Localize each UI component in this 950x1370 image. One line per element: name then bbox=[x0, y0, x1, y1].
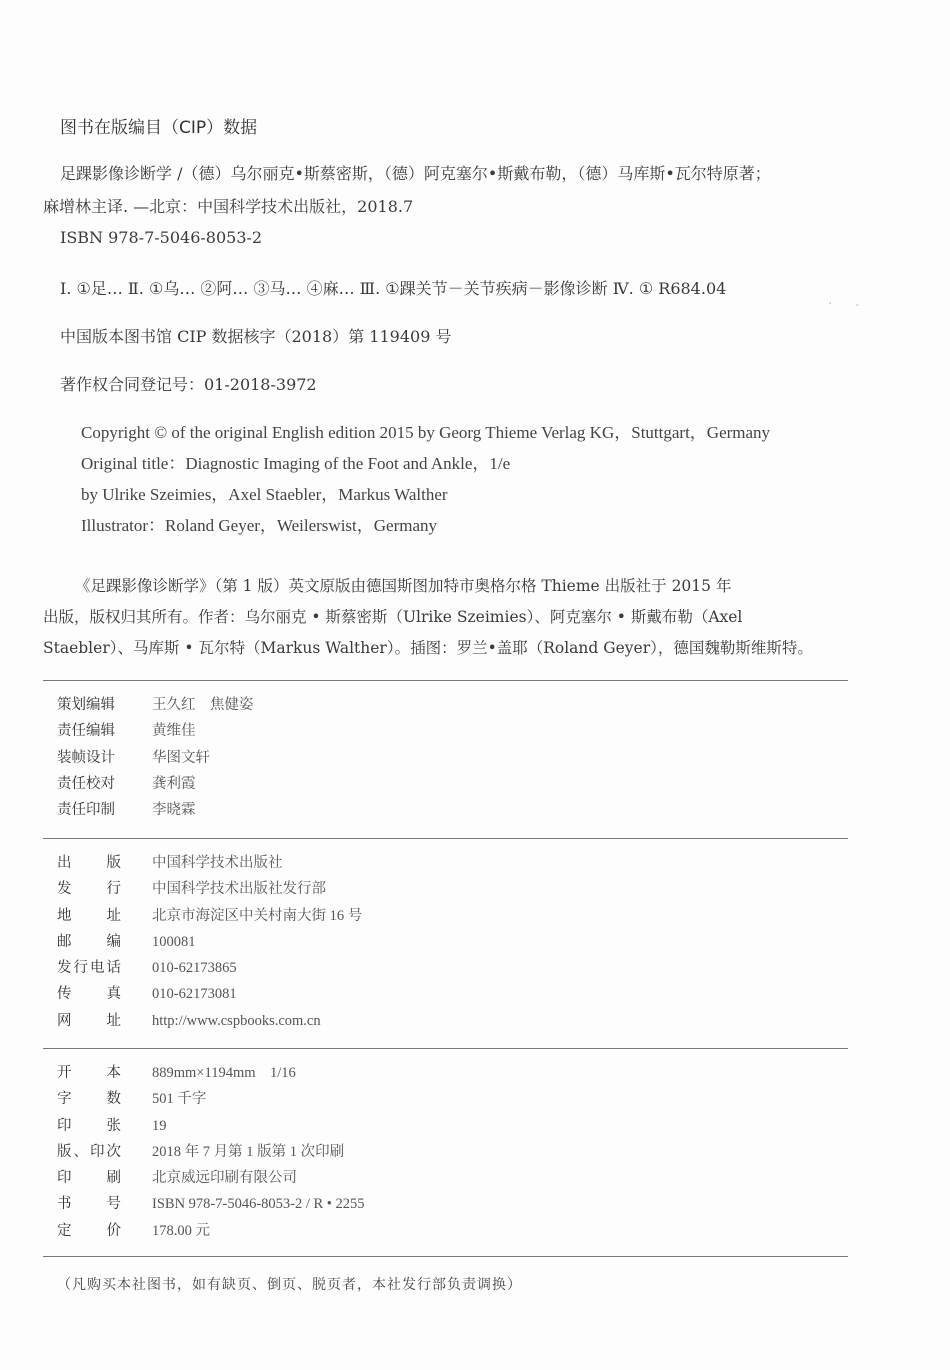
row-label: 印张 bbox=[57, 1117, 121, 1134]
row-label: 字数 bbox=[57, 1091, 121, 1108]
cip-title: 图书在版编目（CIP）数据 bbox=[60, 118, 258, 138]
statement-line-1: 《足踝影像诊断学》（第 1 版）英文原版由德国斯图加特市奥格尔格 Thieme 出版社于 2015 年 bbox=[75, 577, 732, 595]
row-label: 装帧设计 bbox=[57, 749, 115, 766]
row-value: 黄维佳 bbox=[152, 723, 196, 740]
row-value: 华图文轩 bbox=[152, 749, 210, 766]
publisher-table bbox=[57, 853, 757, 1037]
table-row bbox=[57, 1063, 757, 1089]
row-label: 书号 bbox=[57, 1196, 121, 1213]
row-value: 龚利霞 bbox=[152, 775, 196, 792]
table-row bbox=[57, 774, 757, 800]
statement-line-3: Staebler）、马库斯 • 瓦尔特（Markus Walther）。插图：罗兰•盖耶（Roland Geyer），德国魏勒斯维斯特。 bbox=[43, 639, 813, 657]
row-label: 责任编辑 bbox=[57, 723, 115, 740]
row-value: 北京市海淀区中关村南大街 16 号 bbox=[152, 907, 363, 924]
row-label: 开本 bbox=[57, 1065, 121, 1081]
row-label: 发行电话 bbox=[57, 960, 121, 977]
editors-table bbox=[57, 695, 757, 826]
table-row bbox=[57, 1168, 757, 1194]
scan-speck: · bbox=[855, 298, 860, 314]
row-value: 010-62173081 bbox=[152, 986, 237, 1003]
divider bbox=[43, 1256, 848, 1257]
row-label: 版、印次 bbox=[57, 1143, 121, 1160]
table-row bbox=[57, 1011, 757, 1037]
copyright-en-line-3: by Ulrike Szeimies，Axel Staebler，Markus Walther bbox=[81, 485, 448, 504]
table-row bbox=[57, 853, 757, 879]
row-value: 100081 bbox=[152, 933, 196, 950]
row-value: 中国科学技术出版社发行部 bbox=[152, 881, 326, 898]
row-label: 邮编 bbox=[57, 933, 121, 950]
copyright-en-line-1: Copyright © of the original English edition 2015 by Georg Thieme Verlag KG，Stuttgart，Germany bbox=[81, 423, 771, 442]
cip-number: 中国版本图书馆 CIP 数据核字（2018）第 119409 号 bbox=[60, 327, 452, 346]
copyright-registration: 著作权合同登记号：01-2018-3972 bbox=[60, 375, 317, 394]
table-row bbox=[57, 932, 757, 958]
table-row bbox=[57, 721, 757, 747]
table-row bbox=[57, 958, 757, 984]
row-value: 2018 年 7 月第 1 版第 1 次印刷 bbox=[152, 1143, 345, 1160]
row-label: 网址 bbox=[57, 1012, 121, 1029]
specs-table bbox=[57, 1063, 757, 1247]
row-label: 策划编辑 bbox=[57, 697, 115, 713]
row-value: 178.00 元 bbox=[152, 1222, 210, 1239]
divider bbox=[43, 838, 848, 839]
statement-line-2: 出版，版权归其所有。作者：乌尔丽克 • 斯蔡密斯（Ulrike Szeimies）、阿克塞尔 • 斯戴布勒（Axel bbox=[43, 608, 743, 626]
copyright-en-line-4: Illustrator：Roland Geyer，Weilerswist，Germany bbox=[81, 516, 438, 535]
row-value: 19 bbox=[152, 1117, 167, 1134]
divider bbox=[43, 1048, 848, 1049]
table-row bbox=[57, 1142, 757, 1168]
footer-note: （凡购买本社图书，如有缺页、倒页、脱页者，本社发行部负责调换） bbox=[57, 1277, 522, 1293]
row-label: 责任校对 bbox=[57, 775, 115, 792]
divider bbox=[43, 680, 848, 681]
cip-line-2: 麻增林主译. —北京：中国科学技术出版社，2018.7 bbox=[43, 197, 414, 216]
table-row bbox=[57, 1221, 757, 1247]
cip-classification: Ⅰ. ①足… Ⅱ. ①乌… ②阿… ③马… ④麻… Ⅲ. ①踝关节－关节疾病－影像诊断 Ⅳ. ① R684.04 bbox=[60, 279, 727, 298]
row-value: 李晓霖 bbox=[152, 802, 196, 819]
row-value: 中国科学技术出版社 bbox=[152, 855, 283, 871]
copyright-en-line-2: Original title：Diagnostic Imaging of the Foot and Ankle，1/e bbox=[81, 454, 511, 473]
row-value: 889mm×1194mm 1/16 bbox=[152, 1065, 296, 1081]
row-value: 501 千字 bbox=[152, 1091, 207, 1108]
row-label: 出版 bbox=[57, 855, 121, 871]
row-label: 定价 bbox=[57, 1222, 121, 1239]
table-row bbox=[57, 879, 757, 905]
row-value: ISBN 978-7-5046-8053-2 / R • 2255 bbox=[152, 1196, 365, 1213]
row-label: 印刷 bbox=[57, 1170, 121, 1187]
table-row bbox=[57, 695, 757, 721]
row-label: 责任印制 bbox=[57, 802, 115, 819]
scan-speck: · bbox=[828, 296, 833, 312]
row-value: 北京威远印刷有限公司 bbox=[152, 1170, 297, 1187]
table-row bbox=[57, 800, 757, 826]
row-label: 发行 bbox=[57, 881, 121, 898]
row-label: 地址 bbox=[57, 907, 121, 924]
row-value: 010-62173865 bbox=[152, 960, 237, 977]
row-value: http://www.cspbooks.com.cn bbox=[152, 1012, 321, 1029]
row-label: 传真 bbox=[57, 986, 121, 1003]
cip-line-1: 足踝影像诊断学 /（德）乌尔丽克•斯蔡密斯，（德）阿克塞尔•斯戴布勒，（德）马库斯•瓦尔特原著； bbox=[60, 164, 771, 183]
table-row bbox=[57, 1116, 757, 1142]
cip-isbn: ISBN 978-7-5046-8053-2 bbox=[60, 228, 263, 247]
table-row bbox=[57, 906, 757, 932]
table-row bbox=[57, 1089, 757, 1115]
table-row bbox=[57, 748, 757, 774]
row-value: 王久红 焦健姿 bbox=[152, 697, 254, 713]
table-row bbox=[57, 984, 757, 1010]
table-row bbox=[57, 1194, 757, 1220]
